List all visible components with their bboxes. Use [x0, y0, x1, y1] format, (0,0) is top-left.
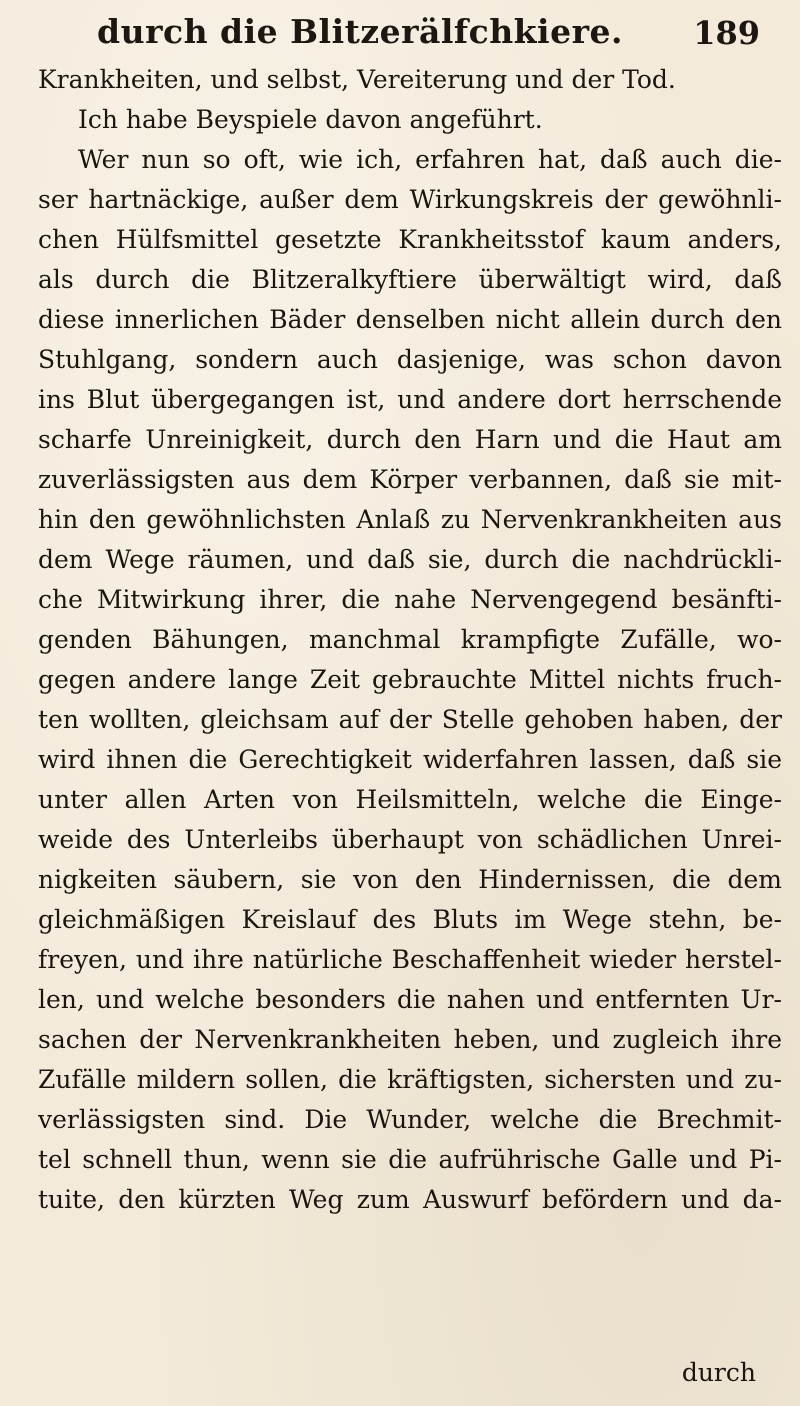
text-line: nigkeiten säubern, sie von den Hindernissen, die dem [38, 865, 782, 894]
page-number: 189 [693, 14, 760, 52]
text-line: Wer nun so oft, wie ich, erfahren hat, daß auch die- [78, 145, 782, 174]
text-line: Ich habe Beyspiele davon angeführt. [78, 105, 543, 134]
text-line: ser hartnäckige, außer dem Wirkungskreis der gewöhnli- [38, 185, 782, 214]
text-line: che Mitwirkung ihrer, die nahe Nervengegend besänfti- [38, 585, 782, 614]
text-line: ten wollten, gleichsam auf der Stelle gehoben haben, der [38, 705, 782, 734]
text-line: Zufälle mildern sollen, die kräftigsten, sichersten und zu- [38, 1065, 782, 1094]
text-line: ins Blut übergegangen ist, und andere dort herrschende [38, 385, 782, 414]
text-line: hin den gewöhnlichsten Anlaß zu Nervenkrankheiten aus [38, 505, 782, 534]
text-line: sachen der Nervenkrankheiten heben, und zugleich ihre [38, 1025, 782, 1054]
text-line: unter allen Arten von Heilsmitteln, welche die Einge- [38, 785, 782, 814]
text-line: freyen, und ihre natürliche Beschaffenheit wieder herstel- [38, 945, 782, 974]
text-line: gleichmäßigen Kreislauf des Bluts im Wege stehn, be- [38, 905, 782, 934]
page-header [0, 8, 800, 58]
body-text [38, 60, 782, 1220]
text-line: scharfe Unreinigkeit, durch den Harn und die Haut am [38, 425, 782, 454]
text-line: Stuhlgang, sondern auch dasjenige, was schon davon [38, 345, 782, 374]
text-line: tuite, den kürzten Weg zum Auswurf befördern und da- [38, 1185, 782, 1214]
text-line: zuverlässigsten aus dem Körper verbannen, daß sie mit- [38, 465, 782, 494]
text-line: len, und welche besonders die nahen und entfernten Ur- [38, 985, 782, 1014]
running-title: durch die Blitzerälfchkiere. [97, 12, 623, 51]
text-line: dem Wege räumen, und daß sie, durch die nachdrückli- [38, 545, 782, 574]
text-line: gegen andere lange Zeit gebrauchte Mittel nichts fruch- [38, 665, 782, 694]
text-line: verlässigsten sind. Die Wunder, welche die Brechmit- [38, 1105, 782, 1134]
text-line: wird ihnen die Gerechtigkeit widerfahren lassen, daß sie [38, 745, 782, 774]
text-line: chen Hülfsmittel gesetzte Krankheitsstof kaum anders, [38, 225, 782, 254]
text-line: diese innerlichen Bäder denselben nicht allein durch den [38, 305, 782, 334]
text-line: Krankheiten, und selbst, Vereiterung und der Tod. [38, 65, 676, 94]
text-line: genden Bähungen, manchmal krampfigte Zufälle, wo- [38, 625, 782, 654]
text-line: als durch die Blitzeralkyftiere überwältigt wird, daß [38, 265, 782, 294]
text-line: tel schnell thun, wenn sie die aufrührische Galle und Pi- [38, 1145, 782, 1174]
catchword: durch [681, 1358, 756, 1387]
text-line: weide des Unterleibs überhaupt von schädlichen Unrei- [38, 825, 782, 854]
